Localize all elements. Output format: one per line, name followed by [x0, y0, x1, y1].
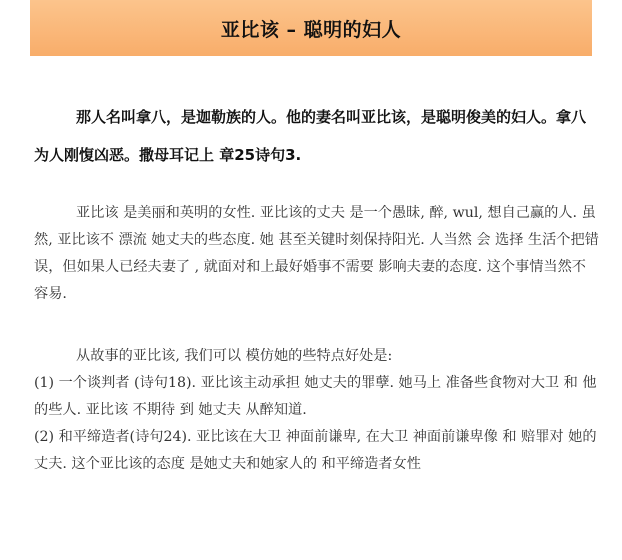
body-paragraph-1: 亚比该 是美丽和英明的女性. 亚比该的丈夫 是一个愚昧, 醉, wul, 想自己赢的人. 虽然, 亚比该不 漂流 她丈夫的些态度. 她 甚至关键时刻保持阳光. 人当然 会 选择 生活个把错误，但如果人已经夫妻了 , 就面对和上最好婚事不需要 影响夫妻的态度. 这个事情当然不容易. — [34, 205, 599, 302]
list-item: (2) 和平缔造者(诗句24). 亚比该在大卫 神面前谦卑, 在大卫 神面前谦卑像 和 赔罪对 她的丈夫. 这个亚比该的态度 是她丈夫和她家人的 和平缔造者女性 — [34, 429, 597, 472]
page-title: 亚比该 – 聪明的妇人 — [220, 18, 402, 41]
list-item: (1) 一个谈判者 (诗句18). 亚比该主动承担 她丈夫的罪孽. 她马上 准备些食物对大卫 和 他的些人. 亚比该 不期待 到 她丈夫 从醉知道. — [34, 375, 597, 418]
title-banner — [30, 0, 592, 56]
body-paragraph-2: 从故事的亚比该, 我们可以 模仿她的些特点好处是: — [76, 348, 393, 364]
trait-list — [34, 370, 600, 478]
intro-verse: 那人名叫拿八，是迦勒族的人。他的妻名叫亚比该，是聪明俊美的妇人。拿八为人刚愎凶恶。撒母耳记上 章25诗句3. — [34, 108, 587, 164]
